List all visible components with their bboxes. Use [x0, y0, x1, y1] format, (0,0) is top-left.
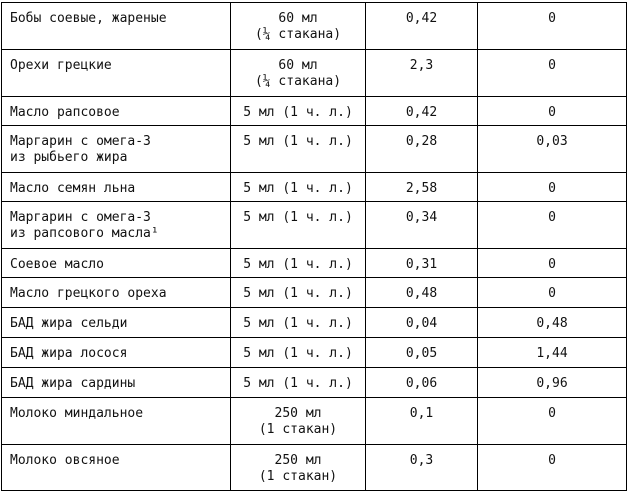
product-name-cell-line: БАД жира лосося	[10, 346, 128, 361]
serving-amount-cell	[231, 338, 366, 368]
product-name-cell-line: Молоко овсяное	[10, 453, 120, 468]
table-row	[2, 398, 627, 445]
value-col3-cell-value: 0,06	[405, 376, 438, 391]
value-col4-cell	[478, 445, 627, 491]
value-col3-cell	[366, 368, 478, 398]
product-name-cell-line: из рыбьего жира	[10, 150, 128, 165]
value-col3-cell-value: 0,05	[405, 346, 438, 361]
product-name-cell-line: Орехи грецкие	[10, 58, 112, 73]
value-col4-cell-value: 0	[548, 58, 556, 73]
serving-amount-cell-line: 5 мл (1 ч. л.)	[243, 181, 353, 196]
value-col4-cell	[478, 126, 627, 173]
serving-amount-cell	[231, 278, 366, 308]
value-col3-cell-value: 0,1	[409, 406, 434, 421]
product-name-cell-line: БАД жира сардины	[10, 376, 136, 391]
serving-amount-cell-line: 5 мл (1 ч. л.)	[243, 346, 353, 361]
serving-amount-cell-line: (1 стакан)	[258, 422, 338, 437]
value-col3-cell-value: 0,31	[405, 257, 438, 272]
value-col4-cell	[478, 278, 627, 308]
value-col3-cell	[366, 445, 478, 491]
product-name-cell	[2, 308, 231, 338]
value-col3-cell-value: 0,48	[405, 286, 438, 301]
value-col3-cell-value: 0,04	[405, 316, 438, 331]
serving-amount-cell-line: 5 мл (1 ч. л.)	[243, 286, 353, 301]
value-col4-cell-value: 0	[548, 453, 556, 468]
value-col4-cell-value: 0,48	[536, 316, 568, 331]
value-col3-cell-value: 0,3	[409, 453, 434, 468]
product-name-cell-line: БАД жира сельди	[10, 316, 128, 331]
value-col3-cell	[366, 308, 478, 338]
value-col4-cell-value: 0	[548, 105, 556, 120]
serving-amount-cell	[231, 126, 366, 173]
serving-amount-cell	[231, 368, 366, 398]
value-col4-cell	[478, 308, 627, 338]
value-col3-cell	[366, 249, 478, 278]
product-name-cell	[2, 97, 231, 126]
value-col3-cell	[366, 278, 478, 308]
serving-amount-cell	[231, 173, 366, 202]
value-col4-cell	[478, 338, 627, 368]
value-col3-cell	[366, 126, 478, 173]
value-col4-cell-value: 0	[548, 406, 556, 421]
value-col4-cell-value: 0	[548, 286, 556, 301]
product-name-cell-line: Масло рапсовое	[10, 105, 120, 120]
value-col4-cell-value: 0	[548, 181, 556, 196]
product-name-cell	[2, 445, 231, 491]
table-row	[2, 249, 627, 278]
product-name-cell	[2, 398, 231, 445]
product-name-cell-line: Масло семян льна	[10, 181, 136, 196]
value-col4-cell-value: 0	[548, 257, 556, 272]
serving-amount-cell-line: 5 мл (1 ч. л.)	[243, 257, 353, 272]
value-col4-cell-value: 0,96	[536, 376, 568, 391]
serving-amount-cell-line: 250 мл	[274, 453, 322, 468]
value-col3-cell-value: 2,58	[405, 181, 438, 196]
product-name-cell-line: Масло грецкого ореха	[10, 286, 167, 301]
serving-amount-cell	[231, 50, 366, 97]
value-col3-cell	[366, 3, 478, 50]
table-row	[2, 3, 627, 50]
product-name-cell-line: Соевое масло	[10, 257, 104, 272]
value-col3-cell-value: 0,28	[405, 134, 438, 149]
serving-amount-cell	[231, 308, 366, 338]
serving-amount-cell-line: 60 мл	[278, 11, 318, 26]
value-col3-cell-value: 0,42	[405, 105, 438, 120]
value-col4-cell	[478, 398, 627, 445]
table-row	[2, 97, 627, 126]
serving-amount-cell-line: 5 мл (1 ч. л.)	[243, 134, 353, 149]
product-name-cell	[2, 50, 231, 97]
serving-amount-cell	[231, 202, 366, 249]
serving-amount-cell-line: 5 мл (1 ч. л.)	[243, 105, 353, 120]
table-row	[2, 445, 627, 491]
table-row	[2, 308, 627, 338]
table-row	[2, 202, 627, 249]
product-name-cell	[2, 249, 231, 278]
value-col4-cell	[478, 368, 627, 398]
product-name-cell-line: Маргарин с омега-3	[10, 134, 151, 149]
product-name-cell	[2, 368, 231, 398]
product-name-cell-line: Молоко миндальное	[10, 406, 144, 421]
serving-amount-cell-line: (¼ стакана)	[254, 27, 342, 42]
value-col3-cell	[366, 50, 478, 97]
serving-amount-cell-line: 5 мл (1 ч. л.)	[243, 376, 353, 391]
value-col3-cell	[366, 338, 478, 368]
value-col4-cell	[478, 97, 627, 126]
value-col4-cell	[478, 249, 627, 278]
value-col3-cell	[366, 97, 478, 126]
serving-amount-cell-line: (1 стакан)	[258, 469, 338, 484]
product-name-cell	[2, 126, 231, 173]
nutrition-table	[1, 2, 627, 491]
product-name-cell-line: Маргарин с омега-3	[10, 210, 151, 225]
table-row	[2, 368, 627, 398]
serving-amount-cell	[231, 97, 366, 126]
serving-amount-cell-line: 60 мл	[278, 58, 318, 73]
serving-amount-cell-line: 5 мл (1 ч. л.)	[243, 210, 353, 225]
table-row	[2, 50, 627, 97]
table-row	[2, 173, 627, 202]
serving-amount-cell	[231, 249, 366, 278]
serving-amount-cell-line: (¼ стакана)	[254, 74, 342, 89]
product-name-cell	[2, 338, 231, 368]
product-name-cell	[2, 3, 231, 50]
table-row	[2, 126, 627, 173]
serving-amount-cell	[231, 3, 366, 50]
table-body	[2, 3, 627, 491]
value-col4-cell-value: 0,03	[536, 134, 568, 149]
value-col4-cell	[478, 173, 627, 202]
product-name-cell-line: Бобы соевые, жареные	[10, 11, 167, 26]
value-col3-cell	[366, 398, 478, 445]
value-col4-cell-value: 0	[548, 11, 556, 26]
value-col4-cell	[478, 50, 627, 97]
value-col3-cell-value: 2,3	[409, 58, 434, 73]
table-row	[2, 278, 627, 308]
value-col4-cell-value: 1,44	[536, 346, 568, 361]
product-name-cell	[2, 278, 231, 308]
value-col4-cell	[478, 3, 627, 50]
value-col3-cell	[366, 173, 478, 202]
value-col3-cell-value: 0,42	[405, 11, 438, 26]
value-col4-cell-value: 0	[548, 210, 556, 225]
product-name-cell-line: из рапсового масла¹	[10, 226, 159, 241]
value-col4-cell	[478, 202, 627, 249]
table-row	[2, 338, 627, 368]
serving-amount-cell	[231, 398, 366, 445]
product-name-cell	[2, 173, 231, 202]
serving-amount-cell	[231, 445, 366, 491]
serving-amount-cell-line: 250 мл	[274, 406, 322, 421]
value-col3-cell-value: 0,34	[405, 210, 438, 225]
value-col3-cell	[366, 202, 478, 249]
serving-amount-cell-line: 5 мл (1 ч. л.)	[243, 316, 353, 331]
product-name-cell	[2, 202, 231, 249]
